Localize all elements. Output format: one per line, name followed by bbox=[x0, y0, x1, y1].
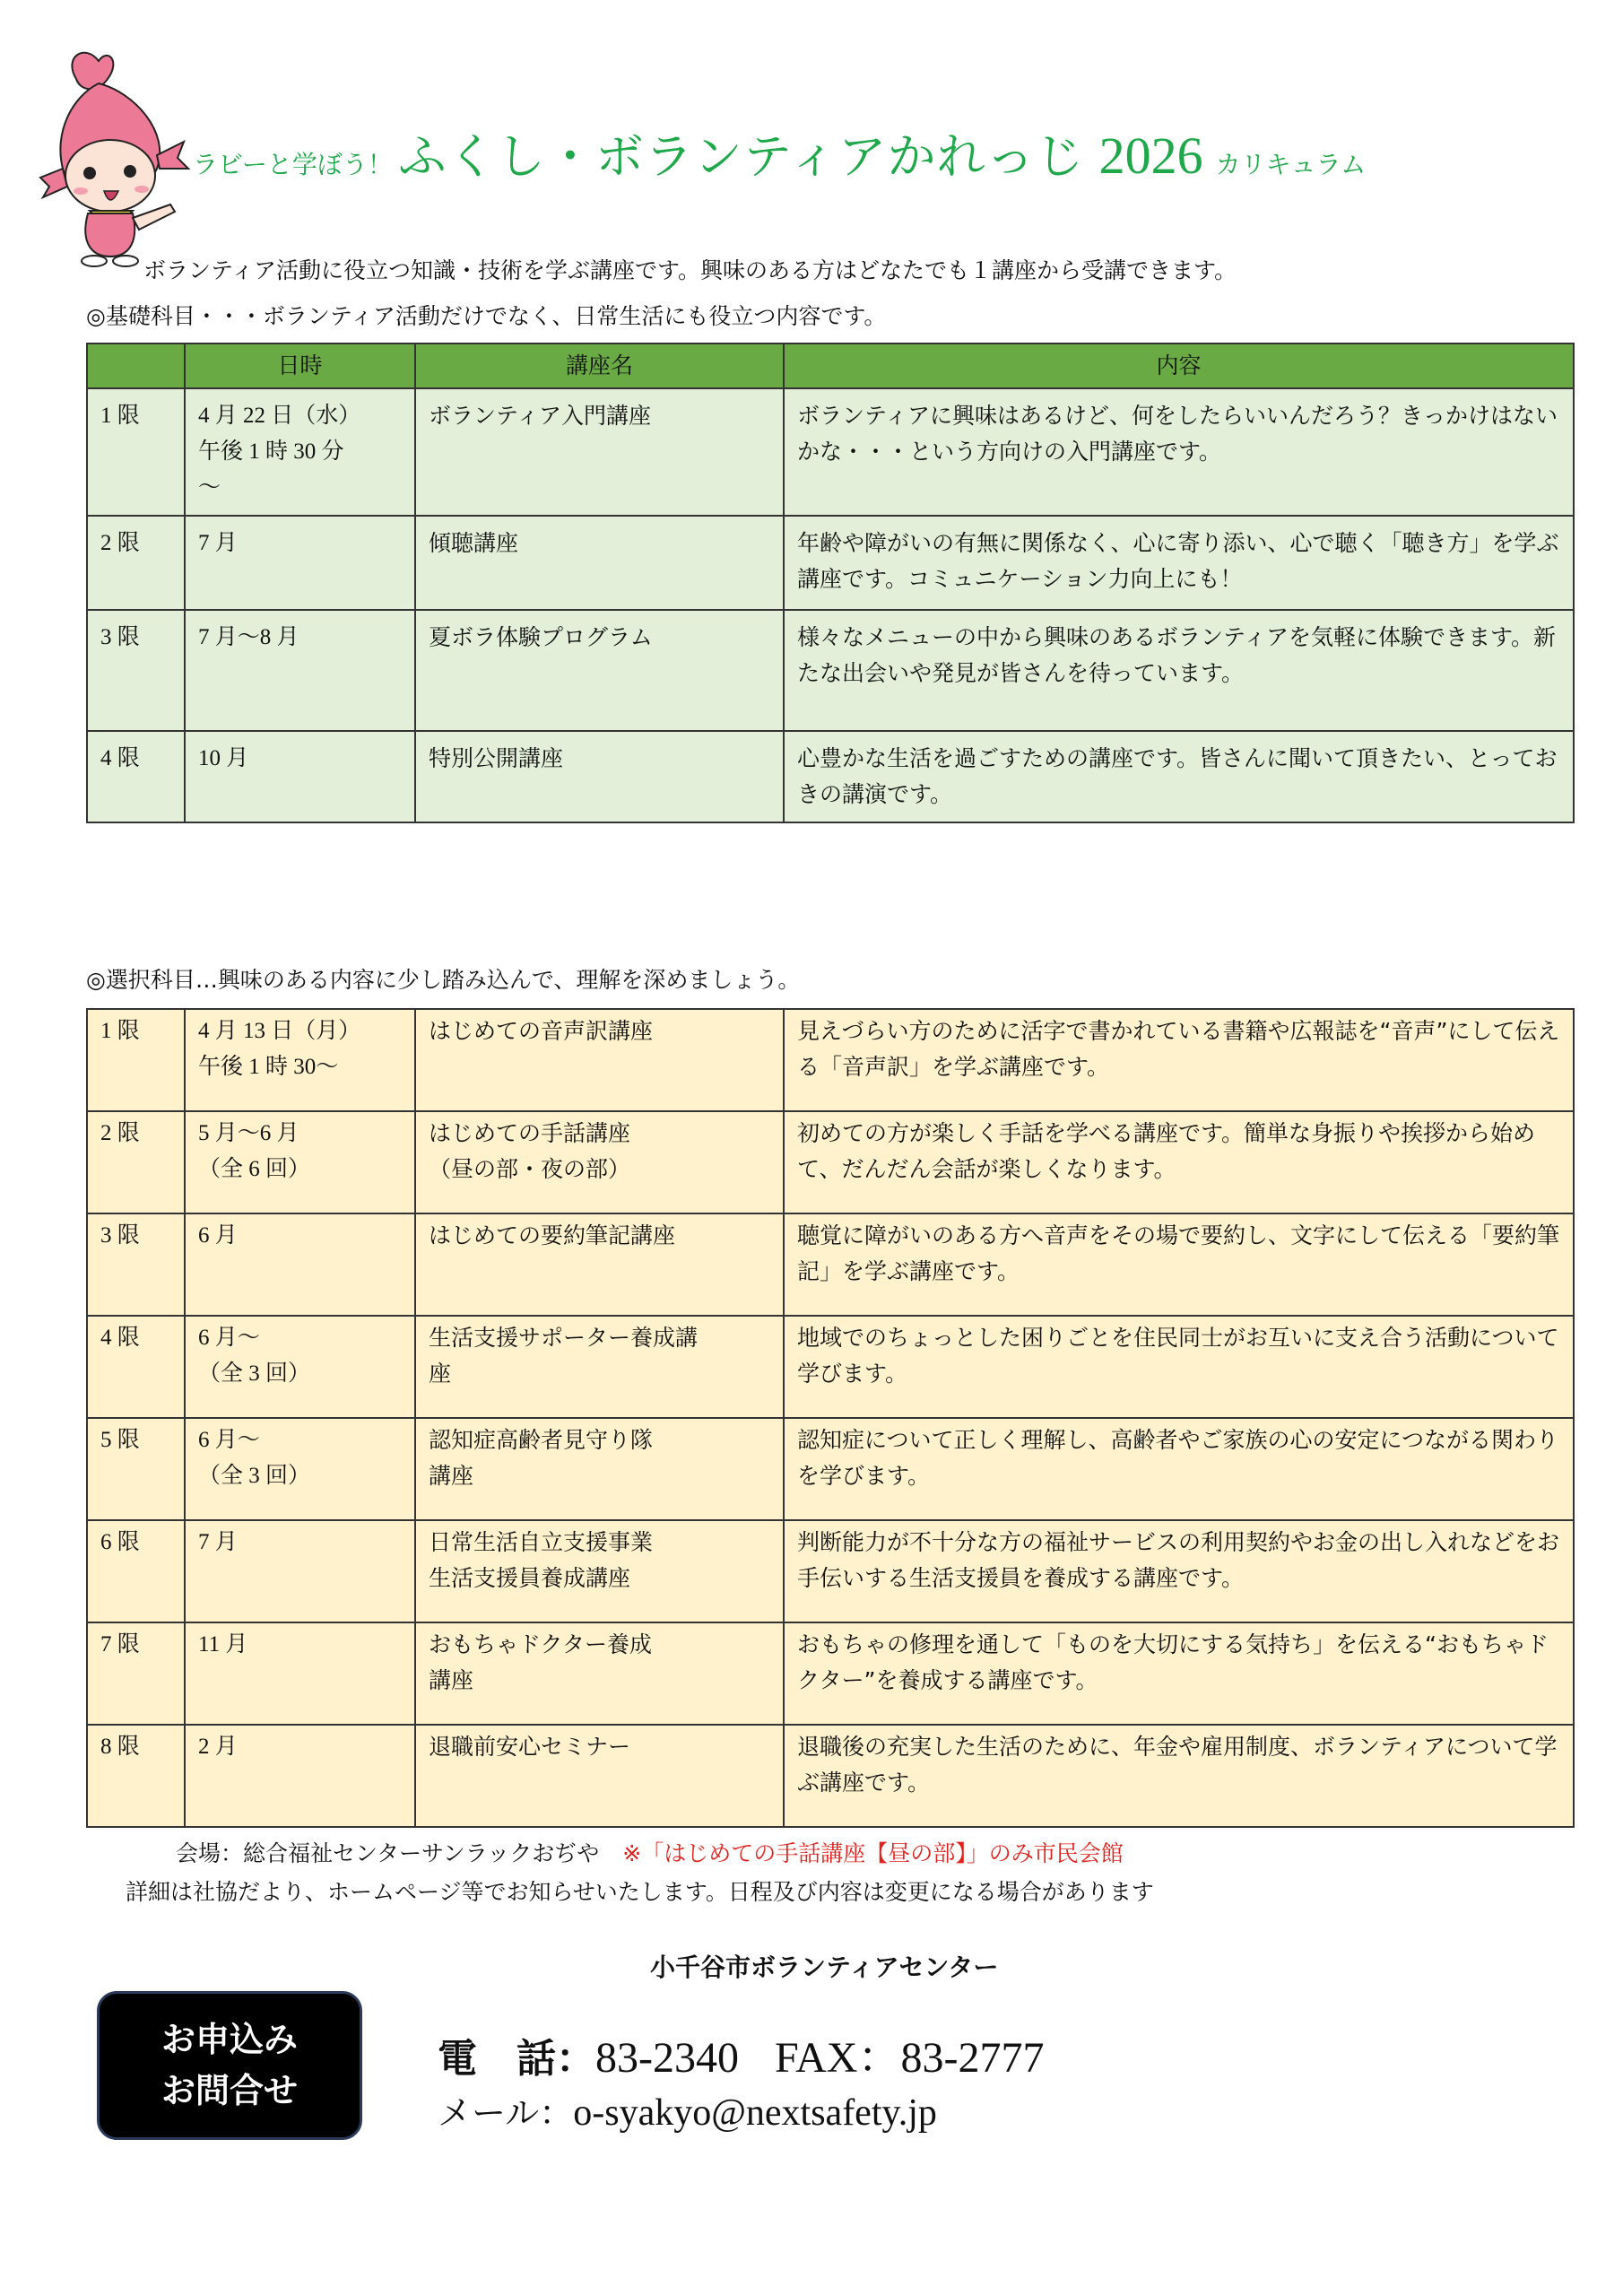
basic-courses-table bbox=[86, 343, 1575, 823]
fax-label: FAX： bbox=[774, 2034, 901, 2082]
course-name-cell bbox=[415, 516, 784, 610]
table-row bbox=[87, 1316, 1574, 1418]
content-cell bbox=[784, 1009, 1574, 1111]
course-name: 夏ボラ体験プログラム bbox=[429, 624, 653, 650]
date-cell bbox=[185, 610, 415, 731]
title-prefix: ラビーと学ぼう！ bbox=[193, 150, 393, 179]
date-cell bbox=[185, 388, 415, 516]
period-cell bbox=[87, 1520, 185, 1622]
table-row bbox=[87, 388, 1574, 516]
period-label: 1 限 bbox=[100, 404, 140, 428]
date-line: 5 月～6 月 bbox=[198, 1121, 299, 1145]
date-line: 4 月 22 日（水） bbox=[198, 404, 361, 428]
date-cell bbox=[185, 516, 415, 610]
venue-info bbox=[176, 1836, 1124, 1868]
page-title bbox=[193, 118, 1366, 187]
date-line: 7 月 bbox=[198, 531, 238, 555]
course-description: 初めての方が楽しく手話を学べる講座です。簡単な身振りや挨拶から始めて、だんだん会話が楽しくなります。 bbox=[797, 1120, 1536, 1182]
period-label: 3 限 bbox=[100, 1223, 140, 1248]
table-row bbox=[87, 1520, 1574, 1622]
title-main: ふくし・ボランティアかれっじ bbox=[397, 128, 1085, 185]
date-line: 午後 1 時 30～ bbox=[198, 1055, 339, 1079]
period-label: 1 限 bbox=[100, 1019, 140, 1043]
date-line: （全 3 回） bbox=[198, 1361, 311, 1386]
content-cell bbox=[784, 1111, 1574, 1213]
column-header-period bbox=[87, 344, 185, 388]
email-line bbox=[438, 2085, 937, 2135]
date-line: 午後 1 時 30 分 bbox=[198, 439, 344, 464]
course-name: ボランティア入門講座 bbox=[429, 403, 652, 429]
date-line: 7 月 bbox=[198, 1530, 238, 1554]
date-line: 6 月 bbox=[198, 1223, 238, 1248]
inquiry-badge-line1: お申込み bbox=[161, 2020, 298, 2059]
course-name: （昼の部・夜の部） bbox=[429, 1156, 631, 1182]
course-description: 様々なメニューの中から興味のあるボランティアを気軽に体験できます。新たな出会いや発見が皆さんを待っています。 bbox=[797, 624, 1557, 686]
content-cell bbox=[784, 731, 1574, 822]
course-name: 講座 bbox=[429, 1667, 474, 1693]
content-cell bbox=[784, 610, 1574, 731]
course-name-cell bbox=[415, 610, 784, 731]
course-name: はじめての要約筆記講座 bbox=[429, 1222, 676, 1248]
period-label: 6 限 bbox=[100, 1530, 140, 1554]
content-cell bbox=[784, 1725, 1574, 1827]
content-cell bbox=[784, 1418, 1574, 1520]
period-cell bbox=[87, 1009, 185, 1111]
course-description: 判断能力が不十分な方の福祉サービスの利用契約やお金の出し入れなどをお手伝いする生活支援員を養成する講座です。 bbox=[797, 1529, 1560, 1591]
course-name-cell bbox=[415, 1111, 784, 1213]
period-label: 7 限 bbox=[100, 1632, 140, 1657]
content-cell bbox=[784, 388, 1574, 516]
venue-text: 会場：総合福祉センターサンラックおぢや bbox=[176, 1840, 600, 1866]
period-cell bbox=[87, 1111, 185, 1213]
course-name: 傾聴講座 bbox=[429, 530, 519, 556]
period-cell bbox=[87, 1418, 185, 1520]
course-name-cell bbox=[415, 1520, 784, 1622]
table-row bbox=[87, 1725, 1574, 1827]
period-cell bbox=[87, 1316, 185, 1418]
period-cell bbox=[87, 610, 185, 731]
period-label: 5 限 bbox=[100, 1428, 140, 1452]
date-cell bbox=[185, 731, 415, 822]
course-description: おもちゃの修理を通して「ものを大切にする気持ち」を伝える“おもちゃドクター”を養成する講座です。 bbox=[797, 1631, 1549, 1693]
course-name: 生活支援員養成講座 bbox=[429, 1565, 631, 1591]
content-cell bbox=[784, 1316, 1574, 1418]
phone-number[interactable]: 83-2340 bbox=[595, 2034, 739, 2082]
course-description: 心豊かな生活を過ごすための講座です。皆さんに聞いて頂きたい、とっておきの講演です。 bbox=[797, 745, 1558, 807]
period-label: 8 限 bbox=[100, 1735, 140, 1759]
table-row bbox=[87, 1622, 1574, 1725]
course-description: 聴覚に障がいのある方へ音声をその場で要約し、文字にして伝える「要約筆記」を学ぶ講座です。 bbox=[797, 1222, 1560, 1284]
inquiry-badge-line2: お問合せ bbox=[161, 2071, 298, 2110]
content-cell bbox=[784, 516, 1574, 610]
course-name-cell bbox=[415, 388, 784, 516]
date-cell bbox=[185, 1213, 415, 1316]
email-address[interactable]: o-syakyo@nextsafety.jp bbox=[573, 2092, 937, 2134]
period-label: 2 限 bbox=[100, 1121, 140, 1145]
basic-section-label: ◎基礎科目・・・ボランティア活動だけでなく、日常生活にも役立つ内容です。 bbox=[86, 303, 887, 329]
organization-name: 小千谷市ボランティアセンター bbox=[650, 1952, 999, 1982]
date-cell bbox=[185, 1418, 415, 1520]
phone-fax-line bbox=[438, 2022, 1044, 2084]
table-row bbox=[87, 731, 1574, 822]
table-row bbox=[87, 1111, 1574, 1213]
course-name-cell bbox=[415, 1009, 784, 1111]
date-line: 7 月～8 月 bbox=[198, 625, 299, 649]
course-description: 退職後の充実した生活のために、年金や雇用制度、ボランティアについて学ぶ講座です。 bbox=[797, 1734, 1558, 1796]
course-name: 特別公開講座 bbox=[429, 745, 564, 771]
elective-section-label: ◎選択科目…興味のある内容に少し踏み込んで、理解を深めましょう。 bbox=[86, 967, 801, 993]
period-label: 4 限 bbox=[100, 1326, 140, 1350]
course-name-cell bbox=[415, 1418, 784, 1520]
period-label: 4 限 bbox=[100, 746, 140, 770]
date-line: （全 3 回） bbox=[198, 1464, 311, 1488]
table-row bbox=[87, 1213, 1574, 1316]
venue-note: ※「はじめての手話講座【昼の部】」のみ市民会館 bbox=[622, 1840, 1124, 1866]
course-name-cell bbox=[415, 731, 784, 822]
period-label: 3 限 bbox=[100, 625, 140, 649]
table-header-row bbox=[87, 344, 1574, 388]
content-cell bbox=[784, 1520, 1574, 1622]
content-cell bbox=[784, 1213, 1574, 1316]
period-label: 2 限 bbox=[100, 531, 140, 555]
course-name-cell bbox=[415, 1622, 784, 1725]
period-cell bbox=[87, 388, 185, 516]
email-label: メール： bbox=[438, 2093, 574, 2133]
column-header-date: 日時 bbox=[185, 344, 415, 388]
table-row bbox=[87, 516, 1574, 610]
fax-number: 83-2777 bbox=[900, 2034, 1045, 2082]
date-line: 6 月～ bbox=[198, 1326, 260, 1350]
date-line: 11 月 bbox=[198, 1632, 248, 1657]
date-line: 2 月 bbox=[198, 1735, 238, 1759]
inquiry-badge bbox=[97, 1991, 362, 2140]
date-line: 6 月～ bbox=[198, 1428, 260, 1452]
column-header-course: 講座名 bbox=[415, 344, 784, 388]
elective-courses-table bbox=[86, 1008, 1575, 1828]
course-description: 地域でのちょっとした困りごとを住民同士がお互いに支え合う活動について学びます。 bbox=[797, 1325, 1559, 1387]
course-name: 認知症高齢者見守り隊 bbox=[429, 1427, 654, 1453]
course-name: 座 bbox=[429, 1361, 452, 1387]
course-description: 年齢や障がいの有無に関係なく、心に寄り添い、心で聴く「聴き方」を学ぶ講座です。コミュニケーション力向上にも！ bbox=[797, 530, 1559, 592]
date-line: 10 月 bbox=[198, 746, 249, 770]
period-cell bbox=[87, 1725, 185, 1827]
table-row bbox=[87, 1418, 1574, 1520]
date-line: ～ bbox=[198, 475, 221, 500]
rabbit-mascot-illustration bbox=[36, 43, 215, 267]
course-name: 退職前安心セミナー bbox=[429, 1734, 631, 1760]
date-cell bbox=[185, 1725, 415, 1827]
course-name: 講座 bbox=[429, 1463, 474, 1489]
column-header-content: 内容 bbox=[784, 344, 1574, 388]
table-row bbox=[87, 610, 1574, 731]
course-name-cell bbox=[415, 1316, 784, 1418]
course-description: 認知症について正しく理解し、高齢者やご家族の心の安定につながる関わりを学びます。 bbox=[797, 1427, 1559, 1489]
date-cell bbox=[185, 1009, 415, 1111]
phone-label: 電 話： bbox=[438, 2036, 595, 2082]
course-name-cell bbox=[415, 1725, 784, 1827]
title-year: 2026 bbox=[1098, 126, 1203, 185]
period-cell bbox=[87, 731, 185, 822]
date-line: （全 6 回） bbox=[198, 1157, 311, 1181]
course-name: 日常生活自立支援事業 bbox=[429, 1529, 654, 1555]
date-cell bbox=[185, 1111, 415, 1213]
course-name: おもちゃドクター養成 bbox=[429, 1631, 653, 1657]
intro-text: ボランティア活動に役立つ知識・技術を学ぶ講座です。興味のある方はどなたでも１講座から受講できます。 bbox=[143, 257, 1237, 283]
course-description: 見えづらい方のために活字で書かれている書籍や広報誌を“音声”にして伝える「音声訳」を学ぶ講座です。 bbox=[797, 1018, 1560, 1080]
content-cell bbox=[784, 1622, 1574, 1725]
date-line: 4 月 13 日（月） bbox=[198, 1019, 361, 1043]
course-name: 生活支援サポーター養成講 bbox=[429, 1325, 699, 1351]
course-name: はじめての音声訳講座 bbox=[429, 1018, 654, 1044]
course-description: ボランティアに興味はあるけど、何をしたらいいんだろう？きっかけはないかな・・・という方向けの入門講座です。 bbox=[797, 403, 1558, 465]
period-cell bbox=[87, 1213, 185, 1316]
title-suffix: カリキュラム bbox=[1215, 150, 1367, 179]
date-cell bbox=[185, 1316, 415, 1418]
date-cell bbox=[185, 1622, 415, 1725]
mascot-icon bbox=[36, 43, 215, 267]
details-notice: 詳細は社協だより、ホームページ等でお知らせいたします。日程及び内容は変更になる場合があります bbox=[126, 1879, 1154, 1905]
period-cell bbox=[87, 516, 185, 610]
course-name-cell bbox=[415, 1213, 784, 1316]
date-cell bbox=[185, 1520, 415, 1622]
table-row bbox=[87, 1009, 1574, 1111]
period-cell bbox=[87, 1622, 185, 1725]
course-name: はじめての手話講座 bbox=[429, 1120, 631, 1146]
